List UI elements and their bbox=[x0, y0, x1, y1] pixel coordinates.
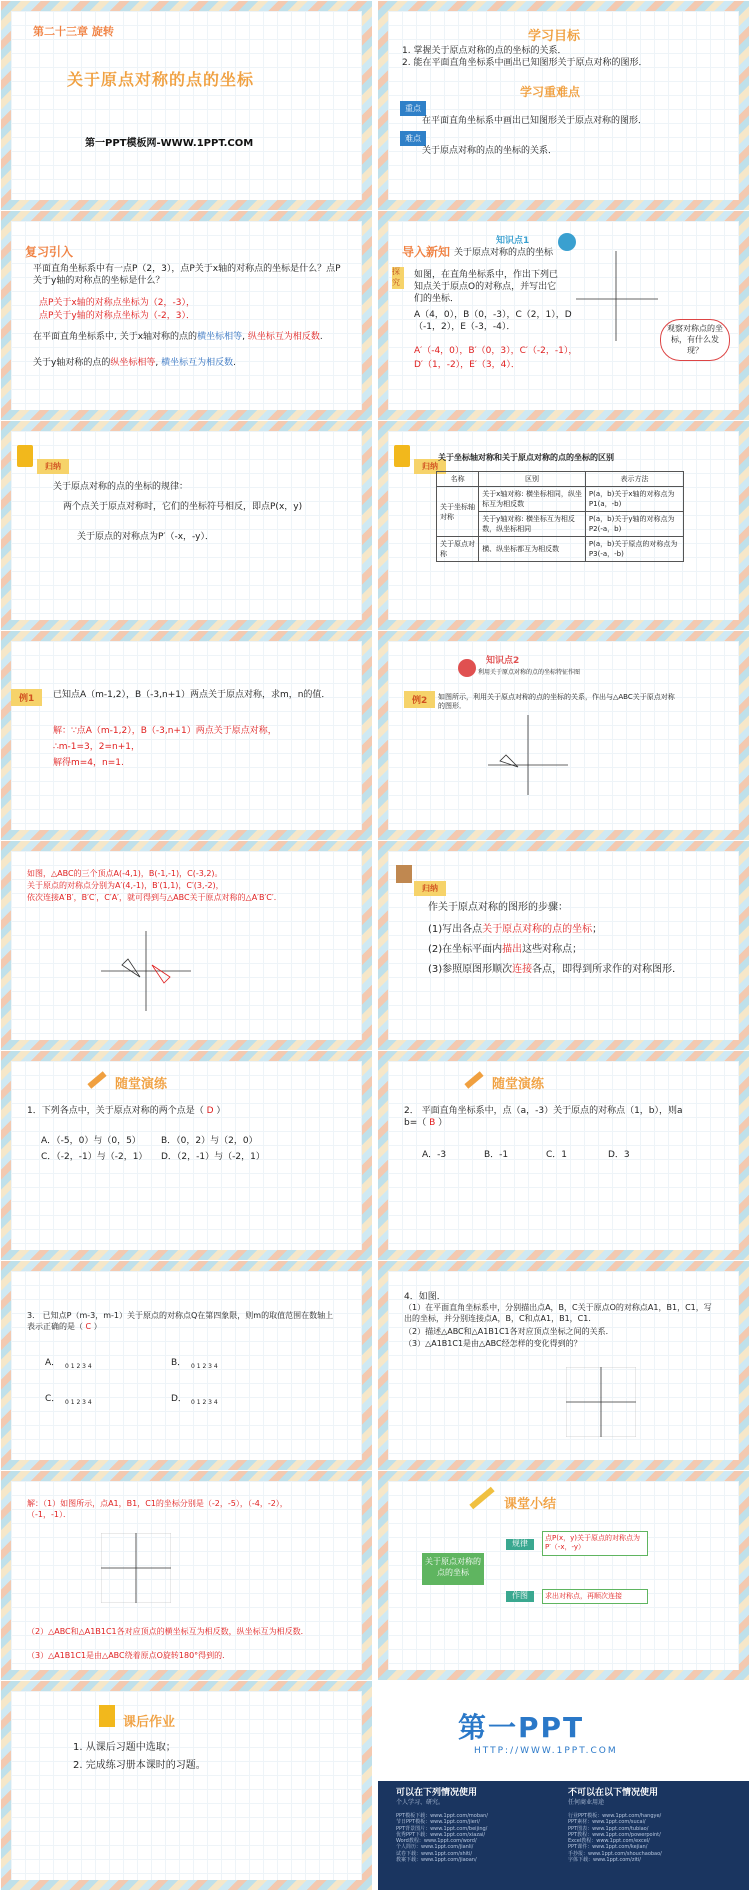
option-c[interactable]: C． bbox=[45, 1394, 61, 1404]
cell-origin-method: P(a，b)关于原点的对称点为P3(-a，-b) bbox=[585, 537, 683, 562]
bulb-icon bbox=[458, 659, 476, 677]
answer-part-2: （2）△ABC和△A1B1C1各对应顶点的横坐标互为相反数，纵坐标互为相反数． bbox=[27, 1627, 309, 1636]
option-d[interactable]: D．3 bbox=[608, 1150, 630, 1160]
intro-heading: 导入新知 bbox=[402, 245, 451, 259]
header-method: 表示方法 bbox=[585, 472, 683, 487]
cell-x: 关于x轴对称: 横坐标相同，纵坐标互为相反数 bbox=[479, 487, 586, 512]
rule-1: 在平面直角坐标系中, 关于x轴对称的点的横坐标相等, 纵坐标互为相反数. bbox=[33, 332, 323, 342]
step-1: (1)写出各点关于原点对称的点的坐标； bbox=[428, 924, 603, 935]
brand-url[interactable]: HTTP://WWW.1PPT.COM bbox=[474, 1746, 618, 1756]
goal-1: 1. 掌握关于原点对称的点的坐标的关系． bbox=[402, 46, 567, 56]
review-heading: 复习引入 bbox=[25, 245, 74, 259]
cell-y-method: P(a，b)关于y轴的对称点为P2(-a，b) bbox=[585, 512, 683, 537]
option-b[interactable]: B．（0，2）与（2，0） bbox=[161, 1136, 258, 1146]
link-item[interactable]: PPT图表：www.1ppt.com/tubiao/ bbox=[568, 1825, 649, 1832]
link-item[interactable]: PPT教程：www.1ppt.com/powerpoint/ bbox=[568, 1831, 661, 1838]
question-3: 3． 已知点P（m-3，m-1）关于原点的对称点Q在第四象限，则m的取值范围在数轴上表示正确的是（ C ） bbox=[27, 1311, 334, 1331]
rule-title: 关于原点对称的点的坐标的规律： bbox=[53, 482, 189, 492]
link-item[interactable]: 字体下载：www.1ppt.com/ziti/ bbox=[568, 1856, 641, 1863]
cell-y: 关于y轴对称: 横坐标互为相反数，纵坐标相同 bbox=[479, 512, 586, 537]
answer-2: 点P关于y轴的对称点坐标为（-2，3）． bbox=[39, 311, 195, 321]
difficulty-text: 关于原点对称的点的坐标的关系． bbox=[422, 146, 558, 156]
slide-11[interactable] bbox=[1, 1051, 372, 1260]
solution-line-2: 关于原点的对称点分别为A′(4,-1)，B′(1,1)，C′(3,-2)， bbox=[27, 881, 224, 890]
slide-16[interactable] bbox=[378, 1471, 749, 1680]
slide-3[interactable] bbox=[1, 211, 372, 420]
microphone-icon bbox=[558, 233, 576, 251]
slide-title: 关于原点对称的点的坐标 bbox=[67, 70, 255, 89]
link-item[interactable]: PPT课件：www.1ppt.com/kejian/ bbox=[568, 1844, 648, 1851]
tag-key: 重点 bbox=[400, 101, 426, 116]
rule-body: 两个点关于原点对称时，它们的坐标符号相反，即点P(x，y) bbox=[63, 502, 303, 512]
summary-heading: 课堂小结 bbox=[504, 1497, 557, 1512]
homework-1: 1. 从课后习题中选取； bbox=[73, 1742, 176, 1753]
branch-rule-text: 点P(x，y)关于原点的对称点为P′（-x，-y） bbox=[542, 1531, 648, 1556]
numberline-a: 0 1 2 3 4 bbox=[65, 1363, 92, 1370]
option-c[interactable]: C．1 bbox=[546, 1150, 568, 1160]
cannot-use-sub: 任何商业用途 bbox=[568, 1799, 605, 1806]
option-b[interactable]: B．-1 bbox=[484, 1150, 509, 1160]
numberline-c: 0 1 2 3 4 bbox=[65, 1399, 92, 1406]
coordinate-plot bbox=[576, 251, 658, 341]
example-question: 已知点A（m-1,2），B（-3,n+1）两点关于原点对称，求m，n的值． bbox=[53, 690, 331, 700]
coordinate-plot bbox=[101, 931, 191, 1011]
slide-10[interactable] bbox=[378, 841, 749, 1050]
easel-icon bbox=[396, 865, 412, 883]
link-item[interactable]: 优秀PPT下载：www.1ppt.com/xiazai/ bbox=[396, 1831, 486, 1838]
can-use-title: 可以在下列情况使用 bbox=[396, 1788, 478, 1798]
key-heading: 学习重难点 bbox=[520, 85, 581, 99]
branch-rule: 规律 bbox=[506, 1539, 534, 1550]
slide-18[interactable] bbox=[378, 1681, 749, 1890]
pencil-icon bbox=[87, 1071, 106, 1088]
cell-x-method: P(a，b)关于x轴的对称点为P1(a，-b) bbox=[585, 487, 683, 512]
homework-heading: 课后作业 bbox=[123, 1715, 176, 1730]
link-item[interactable]: 个人简历：www.1ppt.com/jianli/ bbox=[396, 1844, 474, 1851]
option-a[interactable]: A． bbox=[45, 1358, 61, 1368]
slide-12[interactable] bbox=[378, 1051, 749, 1260]
grid-plot bbox=[101, 1533, 171, 1603]
option-c[interactable]: C．（-2，-1）与（-2，1） bbox=[41, 1152, 148, 1162]
question-1: 1．下列各点中，关于原点对称的两个点是（ D ） bbox=[27, 1106, 226, 1116]
link-item[interactable]: 教案下载：www.1ppt.com/jiaoan/ bbox=[396, 1856, 477, 1863]
answer-line-2: D′（1，-2），E′（3，4）． bbox=[414, 360, 520, 370]
links-left bbox=[396, 1813, 488, 1863]
table-title: 关于坐标轴对称和关于原点对称的点的坐标的区别 bbox=[438, 453, 614, 462]
link-item[interactable]: Word教程：www.1ppt.com/word/ bbox=[396, 1838, 477, 1844]
branch-draw-text: 求出对称点，再顺次连接 bbox=[542, 1589, 648, 1604]
slide-2[interactable] bbox=[378, 1, 749, 210]
pencil-icon bbox=[464, 1071, 483, 1088]
book-icon bbox=[99, 1705, 115, 1727]
question-4-part-1: （1）在平面直角坐标系中，分别描出点A，B，C关于原点O的对称点A1，B1，C1，写出的坐标，并分别连接点A，B，C和点A1，B1，C1． bbox=[404, 1303, 712, 1323]
slide-8[interactable] bbox=[378, 631, 749, 840]
rule-2: 关于y轴对称的点的纵坐标相等, 横坐标互为相反数. bbox=[33, 358, 236, 368]
cell-axis: 关于坐标轴对称 bbox=[437, 487, 479, 537]
question-4-title: 4．如图． bbox=[404, 1292, 446, 1302]
solution-1: 解：∵点A（m-1,2），B（-3,n+1）两点关于原点对称， bbox=[53, 726, 277, 736]
link-item[interactable]: PPT背景图片：www.1ppt.com/beijing/ bbox=[396, 1825, 488, 1832]
numberline-b: 0 1 2 3 4 bbox=[191, 1363, 218, 1370]
cannot-use-title: 不可以在以下情况使用 bbox=[568, 1788, 659, 1798]
review-question: 平面直角坐标系中有一点P（2，3），点P关于x轴的对称点的坐标是什么？点P关于y轴的对称点的坐标是什么？ bbox=[33, 264, 341, 287]
practice-heading: 随堂演练 bbox=[115, 1077, 168, 1092]
kp2-label: 知识点2 bbox=[486, 656, 520, 666]
solution-3: 解得m=4，n=1. bbox=[53, 758, 124, 768]
slide-17[interactable] bbox=[1, 1681, 372, 1890]
slide-6[interactable] bbox=[378, 421, 749, 630]
answer-part-1: 解：（1）如图所示，点A1，B1，C1的坐标分别是（-2，-5），（-4，-2），（-1，-1）． bbox=[27, 1499, 288, 1519]
kp-label: 知识点1 bbox=[496, 236, 530, 246]
key-text: 在平面直角坐标系中画出已知图形关于原点对称的图形． bbox=[422, 116, 648, 126]
header-name: 名称 bbox=[437, 472, 479, 487]
grid-plot bbox=[566, 1367, 636, 1437]
numberline-d: 0 1 2 3 4 bbox=[191, 1399, 218, 1406]
slide-1[interactable] bbox=[1, 1, 372, 210]
header-diff: 区别 bbox=[479, 472, 586, 487]
slide-9[interactable] bbox=[1, 841, 372, 1050]
links-right bbox=[568, 1813, 662, 1863]
question-4-part-2: （2）描述△ABC和△A1B1C1各对应顶点坐标之间的关系． bbox=[404, 1327, 614, 1336]
practice-heading: 随堂演练 bbox=[492, 1077, 545, 1092]
comparison-table bbox=[436, 471, 684, 562]
slide-5[interactable] bbox=[1, 421, 372, 630]
slide-13[interactable] bbox=[1, 1261, 372, 1470]
steps-title: 作关于原点对称的图形的步骤： bbox=[428, 902, 568, 913]
example-tag: 例1 bbox=[11, 689, 42, 706]
notebook-icon bbox=[17, 445, 33, 467]
link-item[interactable]: 行业PPT模板：www.1ppt.com/hangye/ bbox=[568, 1813, 662, 1819]
can-use-sub: 个人学习、研究。 bbox=[396, 1799, 445, 1806]
solution-line-1: 如图，△ABC的三个顶点A(-4,1)，B(-1,-1)，C(-3,2)。 bbox=[27, 869, 223, 878]
example-tag: 例2 bbox=[404, 691, 435, 708]
tag-difficulty: 难点 bbox=[400, 131, 426, 146]
link-item[interactable]: PPT模板下载：www.1ppt.com/moban/ bbox=[396, 1813, 488, 1819]
explore-text: 如图，在直角坐标系中，作出下列已知点关于原点O的对称点，并写出它们的坐标． bbox=[414, 270, 559, 305]
summary-tab: 归纳 bbox=[414, 459, 446, 474]
slide-4[interactable] bbox=[378, 211, 749, 420]
option-b[interactable]: B． bbox=[171, 1358, 187, 1368]
answer-part-3: （3）△A1B1C1是由△ABC绕着原点O旋转180°得到的． bbox=[27, 1651, 231, 1660]
explore-points: A（4，0），B（0，-3），C（2，1），D（-1，2），E（-3，-4）． bbox=[414, 310, 572, 333]
chapter-label: 第二十三章 旋转 bbox=[33, 25, 114, 38]
notebook-icon bbox=[394, 445, 410, 467]
goal-2: 2. 能在平面直角坐标系中画出已知图形关于原点对称的图形． bbox=[402, 58, 648, 68]
rule-result: 关于原点的对称点为P′（-x，-y）． bbox=[77, 532, 214, 542]
link-item[interactable]: 试卷下载：www.1ppt.com/shiti/ bbox=[396, 1850, 473, 1857]
explore-tab: 探究 bbox=[392, 267, 404, 289]
homework-2: 2. 完成练习册本课时的习题。 bbox=[73, 1760, 206, 1771]
option-a[interactable]: A．-3 bbox=[422, 1150, 447, 1160]
coordinate-plot bbox=[488, 715, 568, 795]
cell-origin: 关于原点对称 bbox=[437, 537, 479, 562]
step-2: (2)在坐标平面内描出这些对称点； bbox=[428, 944, 583, 955]
option-a[interactable]: A．（-5，0）与（0，5） bbox=[41, 1136, 141, 1146]
thought-bubble: 观察对称点的坐标，有什么发现？ bbox=[660, 319, 730, 361]
brand-logo: 第一PPT bbox=[458, 1711, 585, 1744]
step-3: (3)参照原图形顺次连接各点，即得到所求作的对称图形． bbox=[428, 964, 683, 975]
question-2: 2． 平面直角坐标系中，点（a，-3）关于原点的对称点（1，b），则a b=（ B ） bbox=[404, 1106, 683, 1129]
kp-title: 关于原点对称的点的坐标 bbox=[454, 248, 554, 258]
summary-center: 关于原点对称的点的坐标 bbox=[422, 1553, 484, 1585]
example2-question: 如图所示，利用关于原点对称的点的坐标的关系，作出与△ABC关于原点对称的图形． bbox=[438, 693, 675, 711]
goals-heading: 学习目标 bbox=[528, 29, 581, 44]
kp2-title: 利用关于原点对称的点的坐标特征作图 bbox=[478, 669, 581, 676]
slide-15[interactable] bbox=[1, 1471, 372, 1680]
link-item[interactable]: 节日PPT模板：www.1ppt.com/jieri/ bbox=[396, 1819, 480, 1826]
answer-line-1: A′（-4，0），B′（0，3），C′（-2，-1）， bbox=[414, 346, 578, 356]
summary-tab: 归纳 bbox=[414, 881, 446, 896]
ruler-icon bbox=[469, 1487, 494, 1510]
option-d[interactable]: D． bbox=[171, 1394, 187, 1404]
question-4-part-3: （3）△A1B1C1是由△ABC经怎样的变化得到的？ bbox=[404, 1339, 582, 1348]
solution-2: ∴m-1=3，2=n+1， bbox=[53, 742, 140, 752]
link-item[interactable]: Excel教程：www.1ppt.com/excel/ bbox=[568, 1838, 650, 1844]
slide-7[interactable] bbox=[1, 631, 372, 840]
option-d[interactable]: D．（2，-1）与（-2，1） bbox=[161, 1152, 265, 1162]
summary-tab: 归纳 bbox=[37, 459, 69, 474]
cell-origin-diff: 横、纵坐标都互为相反数 bbox=[479, 537, 586, 562]
branch-draw: 作图 bbox=[506, 1591, 534, 1602]
link-item[interactable]: PPT素材：www.1ppt.com/sucai/ bbox=[568, 1819, 646, 1826]
solution-line-3: 依次连接A′B′，B′C′，C′A′，就可得到与△ABC关于原点对称的△A′B′C′． bbox=[27, 893, 282, 902]
slide-14[interactable] bbox=[378, 1261, 749, 1470]
site-label: 第一PPT模板网-WWW.1PPT.COM bbox=[85, 138, 254, 149]
link-item[interactable]: 手抄报：www.1ppt.com/shouchaobao/ bbox=[568, 1850, 662, 1857]
answer-1: 点P关于x轴的对称点坐标为（2，-3）， bbox=[39, 298, 195, 308]
